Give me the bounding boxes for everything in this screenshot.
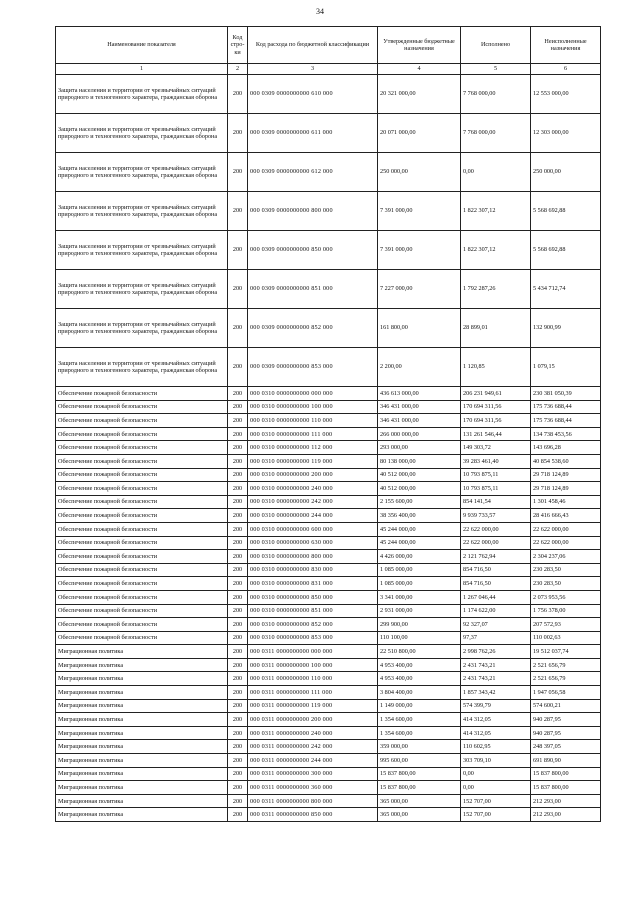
row-approved: 2 931 000,00 — [378, 604, 461, 618]
row-unexecuted: 230 381 050,39 — [531, 387, 601, 401]
row-approved: 1 354 600,00 — [378, 713, 461, 727]
row-approved: 40 512 000,00 — [378, 482, 461, 496]
row-executed: 1 822 307,12 — [461, 231, 531, 270]
row-budget-code: 000 0310 0000000000 244 000 — [248, 509, 378, 523]
row-name: Обеспечение пожарной безопасности — [56, 536, 228, 550]
row-unexecuted: 175 736 688,44 — [531, 414, 601, 428]
row-executed: 22 622 000,00 — [461, 536, 531, 550]
row-name: Обеспечение пожарной безопасности — [56, 454, 228, 468]
table-row — [56, 427, 601, 441]
row-budget-code: 000 0309 0000000000 853 000 — [248, 348, 378, 387]
row-line-code: 200 — [228, 577, 248, 591]
row-executed: 206 231 949,61 — [461, 387, 531, 401]
row-executed: 0,00 — [461, 767, 531, 781]
row-name: Обеспечение пожарной безопасности — [56, 509, 228, 523]
table-row — [56, 781, 601, 795]
row-line-code: 200 — [228, 414, 248, 428]
table-row — [56, 590, 601, 604]
row-budget-code: 000 0311 0000000000 000 000 — [248, 645, 378, 659]
row-unexecuted: 22 622 000,00 — [531, 522, 601, 536]
table-row — [56, 808, 601, 822]
row-name: Защита населения и территории от чрезвычайных ситуаций природного и техногенного характера, гражданская оборона — [56, 114, 228, 153]
row-name: Защита населения и территории от чрезвычайных ситуаций природного и техногенного характера, гражданская оборона — [56, 270, 228, 309]
table-row — [56, 740, 601, 754]
row-executed: 131 261 546,44 — [461, 427, 531, 441]
row-line-code: 200 — [228, 427, 248, 441]
row-unexecuted: 230 283,50 — [531, 563, 601, 577]
row-executed: 92 327,07 — [461, 618, 531, 632]
row-approved: 4 953 400,00 — [378, 672, 461, 686]
row-executed: 9 939 733,57 — [461, 509, 531, 523]
row-budget-code: 000 0310 0000000000 110 000 — [248, 414, 378, 428]
row-budget-code: 000 0311 0000000000 111 000 — [248, 686, 378, 700]
row-name: Обеспечение пожарной безопасности — [56, 400, 228, 414]
table-row — [56, 672, 601, 686]
page-number: 34 — [316, 7, 324, 16]
row-name: Обеспечение пожарной безопасности — [56, 550, 228, 564]
row-unexecuted: 5 568 692,88 — [531, 231, 601, 270]
table-row — [56, 713, 601, 727]
row-unexecuted: 12 303 000,00 — [531, 114, 601, 153]
row-executed: 170 694 311,56 — [461, 414, 531, 428]
row-executed: 2 998 762,26 — [461, 645, 531, 659]
table-row — [56, 686, 601, 700]
row-name: Обеспечение пожарной безопасности — [56, 577, 228, 591]
row-budget-code: 000 0311 0000000000 800 000 — [248, 794, 378, 808]
row-approved: 266 000 000,00 — [378, 427, 461, 441]
table-row — [56, 577, 601, 591]
row-line-code: 200 — [228, 400, 248, 414]
table-row — [56, 563, 601, 577]
table-row — [56, 482, 601, 496]
table-body — [56, 75, 601, 822]
row-approved: 20 071 000,00 — [378, 114, 461, 153]
table-row — [56, 454, 601, 468]
row-approved: 3 341 000,00 — [378, 590, 461, 604]
table-row — [56, 618, 601, 632]
row-line-code: 200 — [228, 114, 248, 153]
table-row — [56, 754, 601, 768]
row-line-code: 200 — [228, 699, 248, 713]
column-number: 3 — [248, 64, 378, 75]
table-row — [56, 468, 601, 482]
row-budget-code: 000 0310 0000000000 830 000 — [248, 563, 378, 577]
row-executed: 152 707,00 — [461, 794, 531, 808]
row-unexecuted: 22 622 000,00 — [531, 536, 601, 550]
header-row — [56, 27, 601, 64]
row-name: Обеспечение пожарной безопасности — [56, 590, 228, 604]
row-line-code: 200 — [228, 509, 248, 523]
row-name: Обеспечение пожарной безопасности — [56, 495, 228, 509]
table-row — [56, 726, 601, 740]
row-line-code: 200 — [228, 454, 248, 468]
row-line-code: 200 — [228, 536, 248, 550]
column-number: 4 — [378, 64, 461, 75]
column-number: 2 — [228, 64, 248, 75]
row-line-code: 200 — [228, 713, 248, 727]
table-row — [56, 231, 601, 270]
row-budget-code: 000 0309 0000000000 851 000 — [248, 270, 378, 309]
row-approved: 15 837 800,00 — [378, 781, 461, 795]
row-unexecuted: 207 572,93 — [531, 618, 601, 632]
row-name: Обеспечение пожарной безопасности — [56, 427, 228, 441]
header-unexecuted: Неисполненные назначения — [531, 27, 601, 64]
column-number: 6 — [531, 64, 601, 75]
table-row — [56, 794, 601, 808]
row-unexecuted: 143 696,28 — [531, 441, 601, 455]
row-budget-code: 000 0310 0000000000 100 000 — [248, 400, 378, 414]
table-row — [56, 400, 601, 414]
table-row — [56, 153, 601, 192]
row-unexecuted: 15 837 800,00 — [531, 767, 601, 781]
row-line-code: 200 — [228, 794, 248, 808]
row-executed: 854 716,50 — [461, 577, 531, 591]
row-budget-code: 000 0309 0000000000 850 000 — [248, 231, 378, 270]
row-unexecuted: 574 600,21 — [531, 699, 601, 713]
row-executed: 110 602,95 — [461, 740, 531, 754]
row-unexecuted: 15 837 800,00 — [531, 781, 601, 795]
row-line-code: 200 — [228, 270, 248, 309]
row-approved: 45 244 000,00 — [378, 536, 461, 550]
row-name: Обеспечение пожарной безопасности — [56, 387, 228, 401]
row-unexecuted: 28 416 666,43 — [531, 509, 601, 523]
row-budget-code: 000 0310 0000000000 111 000 — [248, 427, 378, 441]
row-approved: 22 510 800,00 — [378, 645, 461, 659]
row-unexecuted: 250 000,00 — [531, 153, 601, 192]
row-executed: 10 793 875,11 — [461, 482, 531, 496]
row-budget-code: 000 0311 0000000000 119 000 — [248, 699, 378, 713]
row-line-code: 200 — [228, 468, 248, 482]
row-executed: 1 120,85 — [461, 348, 531, 387]
row-name: Обеспечение пожарной безопасности — [56, 482, 228, 496]
row-line-code: 200 — [228, 441, 248, 455]
row-budget-code: 000 0311 0000000000 360 000 — [248, 781, 378, 795]
table-row — [56, 414, 601, 428]
row-unexecuted: 2 304 237,06 — [531, 550, 601, 564]
row-executed: 854 716,50 — [461, 563, 531, 577]
row-executed: 97,37 — [461, 631, 531, 645]
row-line-code: 200 — [228, 740, 248, 754]
row-line-code: 200 — [228, 767, 248, 781]
row-line-code: 200 — [228, 631, 248, 645]
row-name: Обеспечение пожарной безопасности — [56, 468, 228, 482]
row-approved: 15 837 800,00 — [378, 767, 461, 781]
table-row — [56, 114, 601, 153]
row-executed: 170 694 311,56 — [461, 400, 531, 414]
row-approved: 359 000,00 — [378, 740, 461, 754]
row-line-code: 200 — [228, 590, 248, 604]
row-name: Миграционная политика — [56, 699, 228, 713]
row-budget-code: 000 0310 0000000000 850 000 — [248, 590, 378, 604]
row-name: Миграционная политика — [56, 686, 228, 700]
row-name: Обеспечение пожарной безопасности — [56, 441, 228, 455]
row-line-code: 200 — [228, 550, 248, 564]
row-unexecuted: 40 854 538,60 — [531, 454, 601, 468]
row-line-code: 200 — [228, 75, 248, 114]
row-approved: 7 227 000,00 — [378, 270, 461, 309]
row-executed: 1 792 287,26 — [461, 270, 531, 309]
row-approved: 346 431 000,00 — [378, 414, 461, 428]
row-approved: 365 000,00 — [378, 808, 461, 822]
row-name: Обеспечение пожарной безопасности — [56, 604, 228, 618]
row-line-code: 200 — [228, 495, 248, 509]
table-row — [56, 348, 601, 387]
table-row — [56, 270, 601, 309]
row-name: Защита населения и территории от чрезвычайных ситуаций природного и техногенного характера, гражданская оборона — [56, 192, 228, 231]
row-name: Обеспечение пожарной безопасности — [56, 414, 228, 428]
table-row — [56, 604, 601, 618]
header-approved: Утвержденные бюджетные назначения — [378, 27, 461, 64]
row-unexecuted: 110 002,63 — [531, 631, 601, 645]
row-budget-code: 000 0310 0000000000 119 000 — [248, 454, 378, 468]
row-unexecuted: 2 073 953,56 — [531, 590, 601, 604]
row-unexecuted: 248 397,05 — [531, 740, 601, 754]
row-name: Обеспечение пожарной безопасности — [56, 522, 228, 536]
row-approved: 365 000,00 — [378, 794, 461, 808]
row-name: Защита населения и территории от чрезвычайных ситуаций природного и техногенного характера, гражданская оборона — [56, 309, 228, 348]
budget-execution-table — [55, 26, 601, 822]
row-budget-code: 000 0310 0000000000 600 000 — [248, 522, 378, 536]
row-name: Миграционная политика — [56, 726, 228, 740]
header-budget-code: Код расхода по бюджетной классификации — [248, 27, 378, 64]
row-name: Обеспечение пожарной безопасности — [56, 618, 228, 632]
row-budget-code: 000 0310 0000000000 852 000 — [248, 618, 378, 632]
row-approved: 436 613 000,00 — [378, 387, 461, 401]
row-line-code: 200 — [228, 231, 248, 270]
row-budget-code: 000 0309 0000000000 612 000 — [248, 153, 378, 192]
row-unexecuted: 940 287,95 — [531, 726, 601, 740]
row-name: Миграционная политика — [56, 713, 228, 727]
row-unexecuted: 212 293,00 — [531, 794, 601, 808]
row-line-code: 200 — [228, 781, 248, 795]
row-budget-code: 000 0311 0000000000 242 000 — [248, 740, 378, 754]
row-approved: 7 391 000,00 — [378, 192, 461, 231]
row-budget-code: 000 0310 0000000000 851 000 — [248, 604, 378, 618]
row-unexecuted: 212 293,00 — [531, 808, 601, 822]
row-line-code: 200 — [228, 387, 248, 401]
row-budget-code: 000 0311 0000000000 850 000 — [248, 808, 378, 822]
table-row — [56, 441, 601, 455]
row-name: Защита населения и территории от чрезвычайных ситуаций природного и техногенного характера, гражданская оборона — [56, 153, 228, 192]
row-line-code: 200 — [228, 348, 248, 387]
table-row — [56, 550, 601, 564]
table-row — [56, 645, 601, 659]
row-unexecuted: 175 736 688,44 — [531, 400, 601, 414]
row-unexecuted: 29 718 124,89 — [531, 468, 601, 482]
row-executed: 0,00 — [461, 153, 531, 192]
row-approved: 40 512 000,00 — [378, 468, 461, 482]
row-unexecuted: 12 553 000,00 — [531, 75, 601, 114]
row-name: Защита населения и территории от чрезвычайных ситуаций природного и техногенного характера, гражданская оборона — [56, 231, 228, 270]
row-approved: 1 085 000,00 — [378, 563, 461, 577]
row-budget-code: 000 0309 0000000000 610 000 — [248, 75, 378, 114]
row-approved: 161 800,00 — [378, 309, 461, 348]
row-line-code: 200 — [228, 686, 248, 700]
table-row — [56, 536, 601, 550]
row-line-code: 200 — [228, 522, 248, 536]
row-budget-code: 000 0310 0000000000 240 000 — [248, 482, 378, 496]
row-unexecuted: 1 947 056,58 — [531, 686, 601, 700]
row-executed: 303 709,10 — [461, 754, 531, 768]
column-number-row — [56, 64, 601, 75]
row-budget-code: 000 0309 0000000000 800 000 — [248, 192, 378, 231]
row-approved: 38 356 400,00 — [378, 509, 461, 523]
row-name: Миграционная политика — [56, 645, 228, 659]
row-line-code: 200 — [228, 309, 248, 348]
row-unexecuted: 940 287,95 — [531, 713, 601, 727]
row-unexecuted: 691 890,90 — [531, 754, 601, 768]
row-executed: 0,00 — [461, 781, 531, 795]
row-executed: 1 267 046,44 — [461, 590, 531, 604]
row-name: Миграционная политика — [56, 767, 228, 781]
row-budget-code: 000 0309 0000000000 852 000 — [248, 309, 378, 348]
row-budget-code: 000 0310 0000000000 000 000 — [248, 387, 378, 401]
row-budget-code: 000 0309 0000000000 611 000 — [248, 114, 378, 153]
row-executed: 152 707,00 — [461, 808, 531, 822]
row-line-code: 200 — [228, 192, 248, 231]
table-row — [56, 699, 601, 713]
table-row — [56, 387, 601, 401]
row-budget-code: 000 0310 0000000000 200 000 — [248, 468, 378, 482]
row-approved: 3 804 400,00 — [378, 686, 461, 700]
row-executed: 149 303,72 — [461, 441, 531, 455]
row-executed: 414 312,05 — [461, 713, 531, 727]
row-unexecuted: 1 301 458,46 — [531, 495, 601, 509]
row-budget-code: 000 0310 0000000000 242 000 — [248, 495, 378, 509]
row-unexecuted: 230 283,50 — [531, 577, 601, 591]
row-budget-code: 000 0310 0000000000 853 000 — [248, 631, 378, 645]
row-budget-code: 000 0311 0000000000 110 000 — [248, 672, 378, 686]
table-row — [56, 631, 601, 645]
row-unexecuted: 132 900,99 — [531, 309, 601, 348]
row-line-code: 200 — [228, 658, 248, 672]
header-line-code: Код стро-ки — [228, 27, 248, 64]
row-executed: 28 899,01 — [461, 309, 531, 348]
row-line-code: 200 — [228, 604, 248, 618]
row-approved: 1 354 600,00 — [378, 726, 461, 740]
row-approved: 1 149 000,00 — [378, 699, 461, 713]
row-approved: 4 953 400,00 — [378, 658, 461, 672]
table-row — [56, 309, 601, 348]
row-budget-code: 000 0310 0000000000 831 000 — [248, 577, 378, 591]
row-line-code: 200 — [228, 645, 248, 659]
column-number: 5 — [461, 64, 531, 75]
header-executed: Исполнено — [461, 27, 531, 64]
row-name: Миграционная политика — [56, 781, 228, 795]
row-budget-code: 000 0310 0000000000 112 000 — [248, 441, 378, 455]
row-line-code: 200 — [228, 153, 248, 192]
row-budget-code: 000 0311 0000000000 244 000 — [248, 754, 378, 768]
row-name: Защита населения и территории от чрезвычайных ситуаций природного и техногенного характера, гражданская оборона — [56, 75, 228, 114]
row-line-code: 200 — [228, 726, 248, 740]
table-row — [56, 192, 601, 231]
row-unexecuted: 1 756 378,00 — [531, 604, 601, 618]
row-approved: 293 000,00 — [378, 441, 461, 455]
row-name: Обеспечение пожарной безопасности — [56, 563, 228, 577]
row-unexecuted: 5 568 692,88 — [531, 192, 601, 231]
row-name: Защита населения и территории от чрезвычайных ситуаций природного и техногенного характера, гражданская оборона — [56, 348, 228, 387]
row-unexecuted: 5 434 712,74 — [531, 270, 601, 309]
row-approved: 4 426 000,00 — [378, 550, 461, 564]
row-executed: 2 121 762,94 — [461, 550, 531, 564]
row-line-code: 200 — [228, 482, 248, 496]
row-executed: 39 283 461,40 — [461, 454, 531, 468]
row-approved: 45 244 000,00 — [378, 522, 461, 536]
row-name: Обеспечение пожарной безопасности — [56, 631, 228, 645]
row-budget-code: 000 0311 0000000000 200 000 — [248, 713, 378, 727]
header-name: Наименование показателя — [56, 27, 228, 64]
row-approved: 80 138 000,00 — [378, 454, 461, 468]
row-line-code: 200 — [228, 808, 248, 822]
row-line-code: 200 — [228, 754, 248, 768]
row-budget-code: 000 0310 0000000000 800 000 — [248, 550, 378, 564]
row-executed: 1 174 622,00 — [461, 604, 531, 618]
table-row — [56, 509, 601, 523]
row-executed: 2 431 743,21 — [461, 658, 531, 672]
row-name: Миграционная политика — [56, 740, 228, 754]
row-executed: 7 768 000,00 — [461, 114, 531, 153]
row-unexecuted: 2 521 656,79 — [531, 658, 601, 672]
row-executed: 1 822 307,12 — [461, 192, 531, 231]
row-executed: 854 141,54 — [461, 495, 531, 509]
row-executed: 10 793 875,11 — [461, 468, 531, 482]
row-unexecuted: 1 079,15 — [531, 348, 601, 387]
row-line-code: 200 — [228, 618, 248, 632]
row-budget-code: 000 0311 0000000000 100 000 — [248, 658, 378, 672]
row-name: Миграционная политика — [56, 658, 228, 672]
row-unexecuted: 134 738 453,56 — [531, 427, 601, 441]
row-unexecuted: 29 718 124,89 — [531, 482, 601, 496]
row-approved: 250 000,00 — [378, 153, 461, 192]
row-name: Миграционная политика — [56, 808, 228, 822]
row-approved: 2 155 600,00 — [378, 495, 461, 509]
row-executed: 7 768 000,00 — [461, 75, 531, 114]
row-executed: 2 431 743,21 — [461, 672, 531, 686]
row-unexecuted: 19 512 037,74 — [531, 645, 601, 659]
row-executed: 1 857 343,42 — [461, 686, 531, 700]
row-unexecuted: 2 521 656,79 — [531, 672, 601, 686]
row-approved: 1 085 000,00 — [378, 577, 461, 591]
row-budget-code: 000 0311 0000000000 240 000 — [248, 726, 378, 740]
table-row — [56, 522, 601, 536]
table-row — [56, 767, 601, 781]
row-approved: 110 100,00 — [378, 631, 461, 645]
row-name: Миграционная политика — [56, 672, 228, 686]
row-budget-code: 000 0311 0000000000 300 000 — [248, 767, 378, 781]
row-approved: 7 391 000,00 — [378, 231, 461, 270]
row-line-code: 200 — [228, 563, 248, 577]
row-executed: 414 312,05 — [461, 726, 531, 740]
row-executed: 574 399,79 — [461, 699, 531, 713]
row-approved: 995 600,00 — [378, 754, 461, 768]
row-approved: 20 321 000,00 — [378, 75, 461, 114]
row-name: Миграционная политика — [56, 794, 228, 808]
table-row — [56, 75, 601, 114]
column-number: 1 — [56, 64, 228, 75]
row-approved: 346 431 000,00 — [378, 400, 461, 414]
row-approved: 2 200,00 — [378, 348, 461, 387]
table-row — [56, 658, 601, 672]
row-approved: 299 900,00 — [378, 618, 461, 632]
row-line-code: 200 — [228, 672, 248, 686]
row-executed: 22 622 000,00 — [461, 522, 531, 536]
row-name: Миграционная политика — [56, 754, 228, 768]
row-budget-code: 000 0310 0000000000 630 000 — [248, 536, 378, 550]
table-row — [56, 495, 601, 509]
